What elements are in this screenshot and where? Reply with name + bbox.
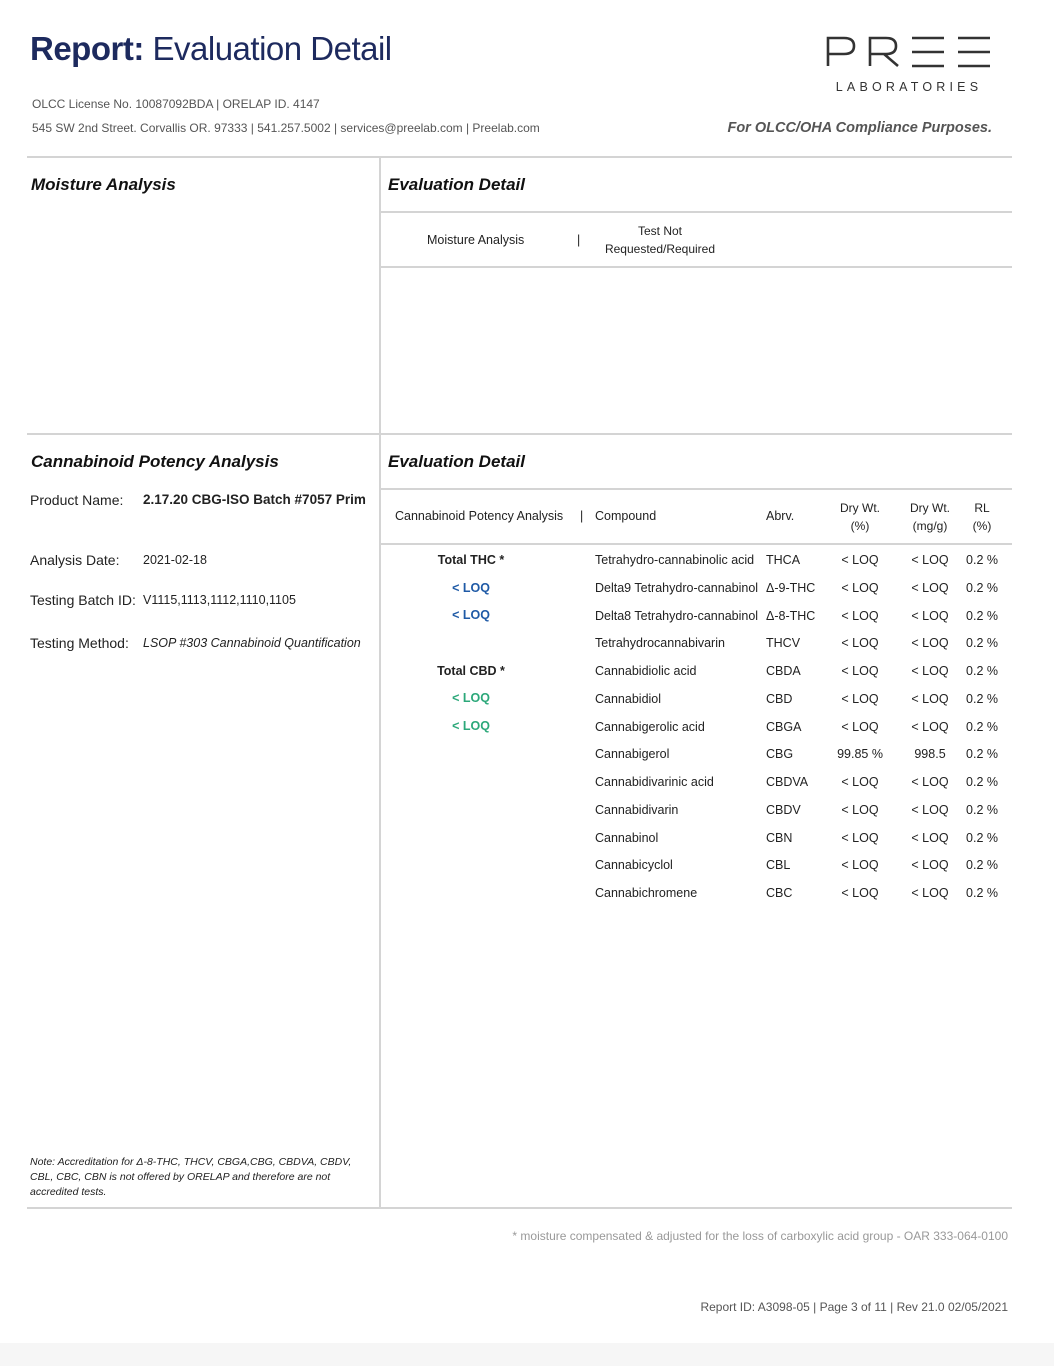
rl-cell: 0.2 % (966, 858, 998, 872)
drywt-mg-cell: 998.5 (914, 747, 946, 761)
drywt-mg-cell: < LOQ (911, 886, 949, 900)
rl-cell: 0.2 % (966, 803, 998, 817)
drywt-mg-cell: < LOQ (911, 720, 949, 734)
total-thc-label: Total THC * (437, 553, 505, 567)
abrv-cell: THCV (766, 636, 801, 650)
divider (381, 488, 1012, 490)
drywt-mg-cell: < LOQ (911, 692, 949, 706)
rl-cell: 0.2 % (966, 831, 998, 845)
logo-subtitle: LABORATORIES (835, 80, 983, 94)
bottom-band (0, 1343, 1054, 1366)
drywt-pct-cell: < LOQ (841, 636, 879, 650)
compound-cell: Cannabidivarin (595, 803, 679, 817)
compound-cell: Cannabidiolic acid (595, 664, 697, 678)
divider (27, 433, 1012, 435)
page-title: Report: Evaluation Detail (30, 30, 392, 67)
compound-cell: Cannabinol (595, 831, 659, 845)
separator: | (577, 233, 581, 247)
divider (381, 266, 1012, 268)
rl-cell: 0.2 % (966, 886, 998, 900)
abrv-cell: CBL (766, 858, 791, 872)
abrv-cell: THCA (766, 553, 801, 567)
drywt-pct-cell: < LOQ (841, 581, 879, 595)
compound-cell: Cannabidivarinic acid (595, 775, 714, 789)
drywt-mg-cell: < LOQ (911, 636, 949, 650)
table-label: Cannabinoid Potency Analysis (395, 509, 564, 523)
abrv-cell: CBG (766, 747, 794, 761)
drywt-pct-cell: < LOQ (841, 775, 879, 789)
column-header-compound: Compound (595, 509, 657, 523)
total-thc-value: < LOQ (452, 608, 490, 622)
report-id-line: Report ID: A3098-05 | Page 3 of 11 | Rev 21.0 02/05/2021 (700, 1300, 1008, 1314)
compound-cell: Cannabichromene (595, 886, 698, 900)
compound-cell: Cannabigerol (595, 747, 670, 761)
column-header-abrv: Abrv. (766, 509, 795, 523)
moisture-section-title: Moisture Analysis (31, 175, 176, 194)
abrv-cell: CBD (766, 692, 793, 706)
address-line: 545 SW 2nd Street. Corvallis OR. 97333 | 541.257.5002 | services@preelab.com | Preelab.com (32, 121, 540, 135)
rl-cell: 0.2 % (966, 581, 998, 595)
drywt-mg-cell: < LOQ (911, 775, 949, 789)
drywt-mg-cell: < LOQ (911, 858, 949, 872)
drywt-pct-cell: < LOQ (841, 858, 879, 872)
drywt-mg-cell: < LOQ (911, 609, 949, 623)
abrv-cell: CBDVA (766, 775, 809, 789)
drywt-pct-cell: 99.85 % (837, 747, 883, 761)
compound-cell: Delta8 Tetrahydro-cannabinol (595, 609, 759, 623)
product-name-label: Product Name: (30, 492, 124, 508)
divider (381, 543, 1012, 545)
drywt-pct-cell: < LOQ (841, 803, 879, 817)
rl-cell: 0.2 % (966, 553, 998, 567)
drywt-mg-cell: < LOQ (911, 664, 949, 678)
compound-cell: Cannabigerolic acid (595, 720, 705, 734)
rl-cell: 0.2 % (966, 692, 998, 706)
abrv-cell: Δ-8-THC (766, 609, 816, 623)
rl-cell: 0.2 % (966, 609, 998, 623)
total-thc-value: < LOQ (452, 581, 490, 595)
analysis-date-value: 2021-02-18 (143, 553, 207, 567)
analysis-date-label: Analysis Date: (30, 552, 120, 568)
column-header-rl: RL (%) (972, 501, 992, 533)
compound-cell: Tetrahydrocannabivarin (595, 636, 725, 650)
moisture-row-label: Moisture Analysis (427, 233, 525, 247)
compliance-text: For OLCC/OHA Compliance Purposes. (727, 120, 992, 136)
abrv-cell: Δ-9-THC (766, 581, 816, 595)
drywt-pct-cell: < LOQ (841, 609, 879, 623)
abrv-cell: CBC (766, 886, 793, 900)
testing-batch-label: Testing Batch ID: (30, 592, 136, 608)
product-name-value: 2.17.20 CBG-ISO Batch #7057 Prim (143, 492, 366, 507)
drywt-mg-cell: < LOQ (911, 581, 949, 595)
potency-section-title: Cannabinoid Potency Analysis (31, 452, 279, 471)
testing-method-value: LSOP #303 Cannabinoid Quantification (143, 636, 361, 650)
divider (27, 156, 1012, 158)
compound-cell: Cannabidiol (595, 692, 662, 706)
total-cbd-value: < LOQ (452, 719, 490, 733)
rl-cell: 0.2 % (966, 775, 998, 789)
drywt-pct-cell: < LOQ (841, 831, 879, 845)
moisture-row-value: Test Not Requested/Required (604, 224, 716, 256)
testing-method-label: Testing Method: (30, 635, 129, 651)
rl-cell: 0.2 % (966, 720, 998, 734)
pree-laboratories-logo (824, 34, 994, 96)
drywt-pct-cell: < LOQ (841, 886, 879, 900)
column-header-drywt-pct: Dry Wt. (%) (840, 501, 880, 533)
moisture-footnote: * moisture compensated & adjusted for the loss of carboxylic acid group - OAR 333-064-0100 (512, 1229, 1008, 1243)
rl-cell: 0.2 % (966, 747, 998, 761)
compound-cell: Cannabicyclol (595, 858, 673, 872)
divider (27, 1207, 1012, 1209)
drywt-pct-cell: < LOQ (841, 692, 879, 706)
divider (381, 211, 1012, 213)
abrv-cell: CBDV (766, 803, 801, 817)
abrv-cell: CBDA (766, 664, 801, 678)
compound-cell: Delta9 Tetrahydro-cannabinol (595, 581, 759, 595)
column-divider (379, 157, 381, 1209)
potency-eval-title: Evaluation Detail (388, 452, 525, 471)
abrv-cell: CBN (766, 831, 793, 845)
separator: | (580, 509, 584, 523)
total-cbd-value: < LOQ (452, 691, 490, 705)
drywt-mg-cell: < LOQ (911, 831, 949, 845)
license-line: OLCC License No. 10087092BDA | ORELAP ID. 4147 (32, 97, 320, 111)
compound-cell: Tetrahydro-cannabinolic acid (595, 553, 755, 567)
drywt-mg-cell: < LOQ (911, 553, 949, 567)
drywt-pct-cell: < LOQ (841, 664, 879, 678)
column-header-drywt-mg: Dry Wt. (mg/g) (910, 501, 950, 533)
rl-cell: 0.2 % (966, 664, 998, 678)
drywt-pct-cell: < LOQ (841, 553, 879, 567)
drywt-pct-cell: < LOQ (841, 720, 879, 734)
accreditation-note: Note: Accreditation for Δ-8-THC, THCV, CBGA,CBG, CBDVA, CBDV, CBL, CBC, CBN is not offered by ORELAP and therefore are not accredited tests. (30, 1156, 352, 1198)
total-cbd-label: Total CBD * (437, 664, 505, 678)
rl-cell: 0.2 % (966, 636, 998, 650)
drywt-mg-cell: < LOQ (911, 803, 949, 817)
moisture-eval-title: Evaluation Detail (388, 175, 525, 194)
testing-batch-value: V1115,1113,1112,1110,1105 (143, 593, 296, 607)
abrv-cell: CBGA (766, 720, 802, 734)
